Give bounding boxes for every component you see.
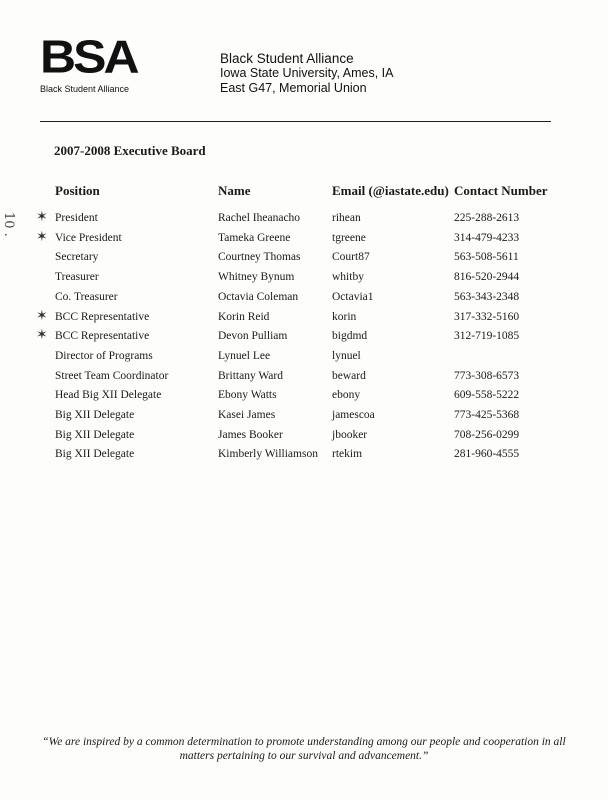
name-cell: Kasei James xyxy=(218,409,276,421)
position-cell: Secretary xyxy=(55,251,99,264)
col-header-contact: Contact Number xyxy=(454,183,548,198)
position-cell: Director of Programs xyxy=(55,349,153,362)
name-cell: Devon Pulliam xyxy=(218,330,288,343)
org-name: Black Student Alliance xyxy=(220,51,354,66)
email-cell: Octavia1 xyxy=(332,290,374,303)
position-cell: Treasurer xyxy=(55,271,99,284)
phone-cell: 708-256-0299 xyxy=(454,428,520,441)
phone-cell: 225-288-2613 xyxy=(454,212,520,224)
phone-cell: 773-425-5368 xyxy=(454,409,520,421)
name-cell: Korin Reid xyxy=(218,310,270,323)
table-row xyxy=(0,448,608,468)
position-cell: BCC Representative xyxy=(55,310,150,323)
email-cell: tgreene xyxy=(332,231,366,244)
header-divider xyxy=(40,121,551,122)
position-cell: Vice President xyxy=(55,231,122,244)
position-cell: Big XII Delegate xyxy=(55,448,135,461)
position-cell: Big XII Delegate xyxy=(55,428,135,441)
org-header xyxy=(220,51,520,96)
position-cell: President xyxy=(55,212,98,224)
position-cell: Head Big XII Delegate xyxy=(55,389,162,402)
email-cell: ebony xyxy=(332,389,361,402)
col-header-name: Name xyxy=(218,183,251,198)
position-cell: BCC Representative xyxy=(55,330,150,343)
table-row xyxy=(0,429,608,449)
table-row xyxy=(0,291,608,311)
name-cell: James Booker xyxy=(218,428,283,441)
phone-cell: 773-308-6573 xyxy=(454,369,520,382)
phone-cell: 609-558-5222 xyxy=(454,389,520,402)
phone-cell: 314-479-4233 xyxy=(454,231,520,244)
table-row xyxy=(0,271,608,291)
email-cell: rtekim xyxy=(332,448,363,461)
star-mark-icon: ✶ xyxy=(36,229,48,245)
email-cell: rihean xyxy=(332,212,361,224)
table-row xyxy=(0,409,608,429)
email-cell: Court87 xyxy=(332,251,370,264)
table-row xyxy=(0,308,608,331)
col-header-position: Position xyxy=(55,183,100,198)
table-row xyxy=(0,370,608,390)
email-cell: bigdmd xyxy=(332,330,368,343)
logo-subtitle: Black Student Alliance xyxy=(40,84,130,94)
org-address-line-2: East G47, Memorial Union xyxy=(220,81,367,95)
email-cell: jamescoa xyxy=(332,409,375,421)
table-row xyxy=(0,229,608,252)
email-cell: korin xyxy=(332,310,357,323)
logo-mark: BSA xyxy=(40,31,137,83)
email-cell: lynuel xyxy=(332,349,361,362)
name-cell: Whitney Bynum xyxy=(218,271,295,284)
phone-cell: 563-343-2348 xyxy=(454,290,520,303)
phone-cell: 563-508-5611 xyxy=(454,251,519,264)
name-cell: Rachel Iheanacho xyxy=(218,212,301,224)
email-cell: whitby xyxy=(332,271,364,284)
name-cell: Brittany Ward xyxy=(218,369,283,382)
name-cell: Lynuel Lee xyxy=(218,349,271,362)
table-row xyxy=(0,350,608,370)
phone-cell: 317-332-5160 xyxy=(454,310,520,323)
name-cell: Tameka Greene xyxy=(218,231,291,244)
phone-cell: 312-719-1085 xyxy=(454,330,520,343)
email-cell: beward xyxy=(332,369,366,382)
bsa-logo xyxy=(40,31,137,94)
name-cell: Ebony Watts xyxy=(218,389,277,402)
name-cell: Courtney Thomas xyxy=(218,251,301,264)
table-row xyxy=(0,389,608,409)
table-row xyxy=(0,212,608,232)
position-cell: Co. Treasurer xyxy=(55,290,118,303)
position-cell: Big XII Delegate xyxy=(55,409,135,421)
star-mark-icon: ✶ xyxy=(36,328,48,344)
col-header-email: Email (@iastate.edu) xyxy=(332,183,449,198)
org-address-line-1: Iowa State University, Ames, IA xyxy=(220,66,394,80)
handwritten-note: 10 . xyxy=(1,212,16,237)
name-cell: Kimberly Williamson xyxy=(218,448,318,461)
board-title: 2007-2008 Executive Board xyxy=(54,143,206,158)
mission-quote: “We are inspired by a common determination to promote understanding among our people and cooperation in all matters pertaining to our survival and advancement.” xyxy=(42,736,566,762)
name-cell: Octavia Coleman xyxy=(218,290,299,303)
star-mark-icon: ✶ xyxy=(36,210,48,225)
phone-cell: 281-960-4555 xyxy=(454,448,520,461)
position-cell: Street Team Coordinator xyxy=(55,369,169,382)
table-row xyxy=(0,251,608,271)
star-mark-icon: ✶ xyxy=(36,308,48,324)
phone-cell: 816-520-2944 xyxy=(454,271,520,284)
table-row xyxy=(0,330,608,350)
email-cell: jbooker xyxy=(332,428,368,441)
